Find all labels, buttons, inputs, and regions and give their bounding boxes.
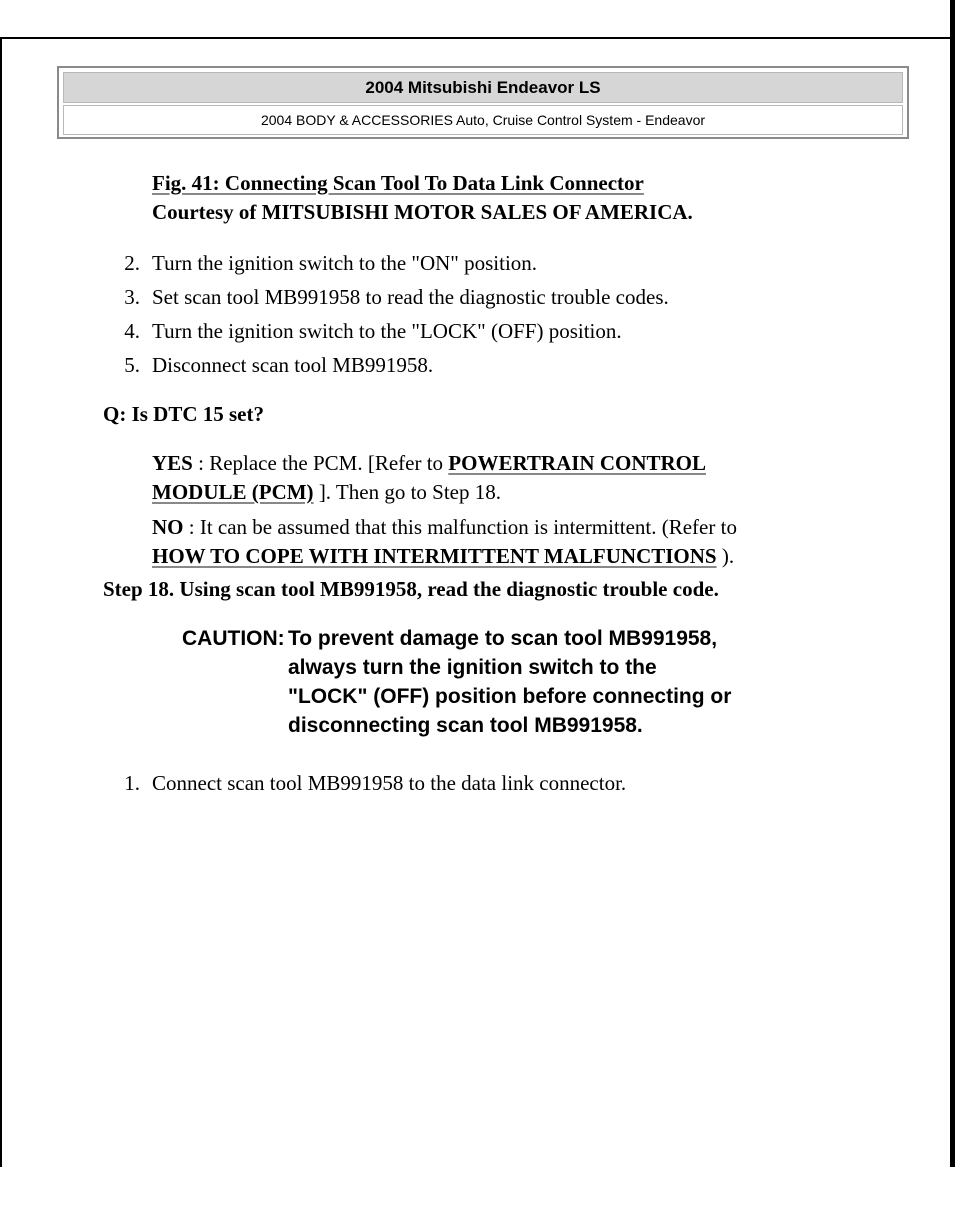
step-number: 4. — [124, 319, 140, 343]
step-number: 1. — [124, 771, 140, 795]
step-text: Disconnect scan tool MB991958. — [152, 353, 434, 377]
step-text: Turn the ignition switch to the "LOCK" (OFF) position. — [152, 319, 622, 343]
caution-label: CAUTION: — [182, 627, 285, 650]
no-label: NO — [152, 515, 184, 539]
page-frame-right — [950, 0, 955, 1167]
yes-label: YES — [152, 451, 193, 475]
caution-line: always turn the ignition switch to the — [288, 656, 657, 679]
caution-line: To prevent damage to scan tool MB991958, — [288, 627, 718, 650]
pcm-link-part2[interactable]: MODULE (PCM) — [152, 480, 314, 504]
header-subtitle: 2004 BODY & ACCESSORIES Auto, Cruise Control System - Endeavor — [63, 105, 903, 135]
page-frame-left — [0, 37, 2, 1167]
step-number: 2. — [124, 251, 140, 275]
page-frame-top — [0, 37, 954, 39]
no-text: : It can be assumed that this malfunction is intermittent. (Refer to — [183, 515, 737, 539]
question-heading: Q: Is DTC 15 set? — [103, 402, 264, 426]
yes-text-after: ]. Then go to Step 18. — [313, 480, 501, 504]
answer-no-cont — [152, 543, 734, 569]
step-number: 3. — [124, 285, 140, 309]
intermittent-malfunctions-link[interactable]: HOW TO COPE WITH INTERMITTENT MALFUNCTIONS — [152, 544, 717, 568]
pcm-link-part1[interactable]: POWERTRAIN CONTROL — [448, 451, 706, 475]
step-number: 5. — [124, 353, 140, 377]
caution-line: disconnecting scan tool MB991958. — [288, 714, 643, 737]
no-text-after: ). — [716, 544, 735, 568]
step-text: Connect scan tool MB991958 to the data link connector. — [152, 771, 627, 795]
yes-text: : Replace the PCM. [Refer to — [192, 451, 449, 475]
answer-no — [152, 514, 737, 540]
caution-text — [288, 624, 868, 740]
caution-line: "LOCK" (OFF) position before connecting or — [288, 685, 732, 708]
answer-yes-cont — [152, 479, 501, 505]
header-title: 2004 Mitsubishi Endeavor LS — [63, 72, 903, 103]
step18-heading: Step 18. Using scan tool MB991958, read the diagnostic trouble code. — [103, 577, 719, 601]
answer-yes — [152, 450, 706, 476]
figure-caption-link[interactable]: Fig. 41: Connecting Scan Tool To Data Link Connector — [152, 171, 644, 195]
document-header — [57, 66, 909, 139]
step-text: Set scan tool MB991958 to read the diagnostic trouble codes. — [152, 285, 669, 309]
figure-courtesy: Courtesy of MITSUBISHI MOTOR SALES OF AMERICA. — [152, 200, 693, 224]
step-text: Turn the ignition switch to the "ON" position. — [152, 251, 538, 275]
